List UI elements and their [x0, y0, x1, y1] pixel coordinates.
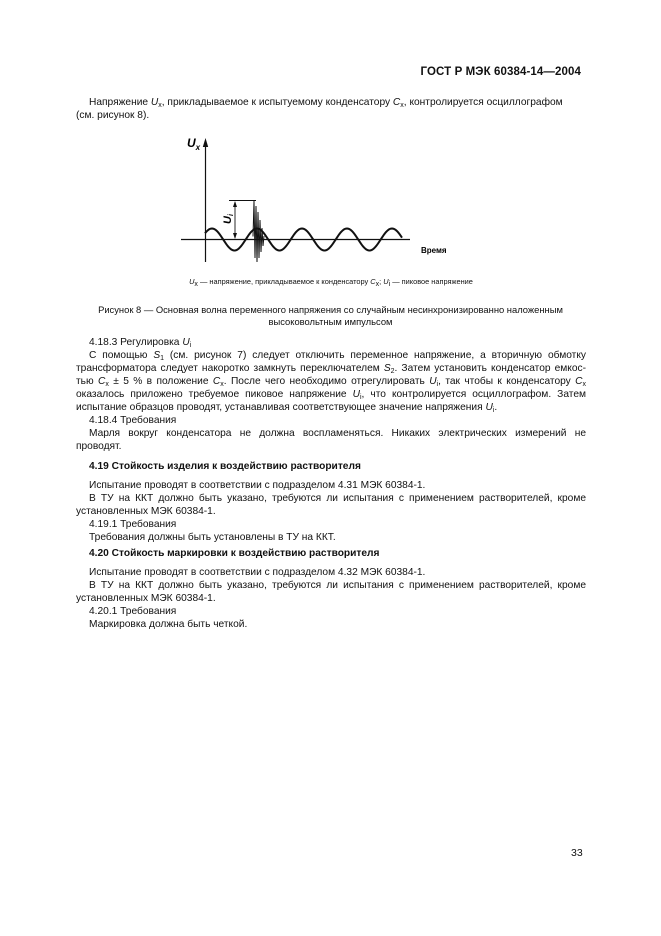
- section-4-20-1-title: 4.20.1 Требования: [89, 606, 177, 617]
- s4-18-4-line-1: Марля вокруг конденсатора не должна воспламеняться. Никаких электрических измерений не: [89, 428, 586, 439]
- text: . После чего необходимо отрегулировать: [223, 376, 430, 387]
- figure-legend: [76, 277, 586, 286]
- subscript-x: x: [220, 381, 224, 388]
- legend-sub: x: [194, 281, 198, 288]
- subscript-i: i: [436, 381, 439, 388]
- legend-sub: x: [375, 281, 380, 288]
- caption-line-1: Рисунок 8 — Основная волна переменного напряжения со случайным несинхронизированно наложенным: [98, 304, 563, 315]
- symbol-u: U: [150, 97, 159, 108]
- symbol-s: S: [383, 363, 391, 374]
- s4-18-4-line-2: проводят.: [76, 441, 122, 452]
- subscript-x: x: [400, 102, 404, 109]
- s4-19-line-1: Испытание проводят в соответствии с подразделом 4.31 МЭК 60384-1.: [89, 480, 426, 491]
- s4-19-line-4: Требования должны быть установлены в ТУ на ККТ.: [89, 532, 336, 543]
- peak-voltage-label: [222, 213, 235, 224]
- s4-18-3-line-1: [76, 349, 586, 362]
- subscript-i: i: [189, 342, 192, 349]
- text: .: [494, 402, 498, 413]
- subscript-x: x: [158, 102, 162, 109]
- symbol-u: U: [182, 337, 190, 348]
- intro-line-2: (см. рисунок 8).: [76, 110, 150, 121]
- symbol-c: C: [212, 376, 221, 387]
- legend-text-a: — напряжение, прикладываемое к конденсатору: [197, 277, 371, 286]
- s4-20-line-4: Маркировка должна быть четкой.: [89, 619, 248, 630]
- s4-19-line-3: установленных МЭК 60384-1.: [76, 506, 216, 517]
- dimension-arrow-top: [233, 201, 237, 207]
- text: С помощью: [89, 350, 154, 361]
- legend-text-b: — пиковое напряжение: [390, 277, 473, 286]
- section-4-18-3-title: [76, 336, 586, 349]
- high-voltage-impulse: [253, 201, 264, 262]
- s4-20-line-3: установленных МЭК 60384-1.: [76, 593, 216, 604]
- symbol-u: U: [352, 389, 360, 400]
- subscript-2: 2: [390, 368, 395, 375]
- s4-18-3-line-5: [76, 401, 586, 414]
- symbol-s: S: [153, 350, 161, 361]
- text: трансформатора следует накоротко замкнуть переключателем: [76, 363, 384, 374]
- legend-c: C: [370, 277, 376, 286]
- subscript-x: x: [582, 381, 586, 388]
- legend-u: U: [189, 277, 195, 286]
- text: (см. рисунок 7) следует отключить переменное напряжение, а вторичную обмотку: [164, 350, 586, 361]
- symbol-c: C: [98, 376, 106, 387]
- text: , так чтобы к конденсатору: [438, 376, 576, 387]
- intro-text-c: , контролируется осциллографом: [403, 97, 563, 108]
- s4-20-line-1: Испытание проводят в соответствии с подразделом 4.32 МЭК 60384-1.: [89, 567, 426, 578]
- symbol-c: C: [392, 97, 401, 108]
- subscript-i: i: [359, 394, 362, 401]
- y-axis-arrow: [203, 138, 208, 147]
- text: ± 5 % в положение: [108, 376, 213, 387]
- legend-sub: i: [388, 281, 391, 288]
- text: , что контролируется осциллографом. Затем: [361, 389, 586, 400]
- s4-18-3-line-4: [76, 388, 586, 401]
- subscript-i: i: [492, 407, 495, 414]
- symbol-c: C: [575, 376, 583, 387]
- symbol-u: U: [485, 402, 493, 413]
- page-number: 33: [571, 847, 583, 859]
- x-axis-label: Время: [421, 246, 447, 255]
- text: . Затем установить конденсатор емкос-: [394, 363, 586, 374]
- text: испытание образцов проводят, устанавливая соответствующее значение напряжения: [76, 402, 486, 413]
- title-text: 4.18.3 Регулировка: [89, 337, 183, 348]
- y-axis-label: $U_x$: [187, 136, 201, 152]
- text: тью: [76, 376, 98, 387]
- figure-caption: [88, 304, 573, 328]
- section-4-20-heading: 4.20 Стойкость маркировки к воздействию растворителя: [89, 548, 380, 559]
- subscript-x: x: [105, 381, 109, 388]
- symbol-u: U: [429, 376, 437, 387]
- text: оказалось приложено требуемое пиковое напряжение: [76, 389, 353, 400]
- intro-text-a: Напряжение: [89, 97, 151, 108]
- s4-18-3-line-2: [76, 362, 586, 375]
- dimension-arrow-bottom: [233, 233, 237, 239]
- svg-text:Ui: Ui: [222, 214, 235, 224]
- s4-18-3-line-3: [76, 375, 586, 388]
- intro-text-b: , прикладываемое к испытуемому конденсатору: [161, 97, 393, 108]
- section-4-19-heading: 4.19 Стойкость изделия к воздействию растворителя: [89, 461, 361, 472]
- section-4-18-4-title: 4.18.4 Требования: [89, 415, 177, 426]
- s4-19-line-2: В ТУ на ККТ должно быть указано, требуются ли испытания с применением растворителей, кроме: [89, 493, 586, 504]
- subscript-1: 1: [160, 355, 165, 362]
- s4-20-line-2: В ТУ на ККТ должно быть указано, требуются ли испытания с применением растворителей, кроме: [89, 580, 586, 591]
- section-4-19-1-title: 4.19.1 Требования: [89, 519, 177, 530]
- document-header: ГОСТ Р МЭК 60384-14—2004: [420, 66, 581, 78]
- legend-sep: ;: [379, 277, 384, 286]
- legend-u: U: [383, 277, 389, 286]
- caption-line-2: высоковольтным импульсом: [268, 316, 393, 327]
